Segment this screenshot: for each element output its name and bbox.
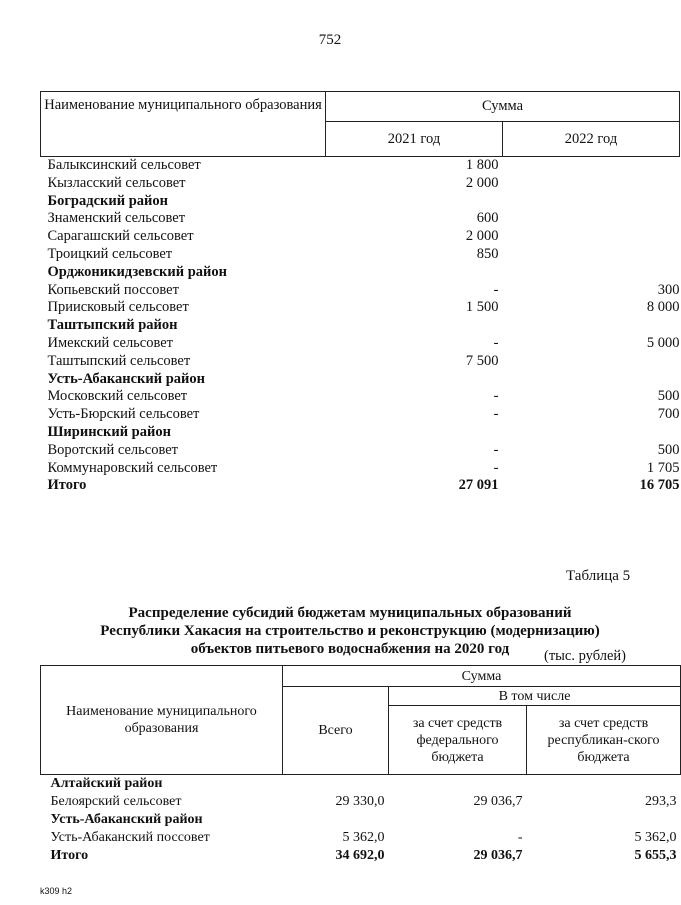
municipality-name: Усть-Бюрский сельсовет <box>47 406 200 423</box>
table-row <box>41 793 681 811</box>
municipality-name: Таштыпский сельсовет <box>47 352 191 369</box>
value-total: 29 330,0 <box>335 794 385 809</box>
title-line: объектов питьевого водоснабжения на 2020 год <box>190 641 510 657</box>
table-row <box>41 282 680 300</box>
value-2022: 300 <box>657 281 680 298</box>
value-2021: 2 000 <box>465 228 499 245</box>
value-federal <box>389 811 527 829</box>
column-header-federal: за счет средств федерального бюджета <box>389 706 527 775</box>
table1-body <box>41 157 680 496</box>
district-row <box>41 424 680 442</box>
district-row <box>41 193 680 211</box>
value-republican: 5 655,3 <box>634 848 677 863</box>
total-row <box>41 477 680 495</box>
table-label: Таблица 5 <box>566 568 631 584</box>
value-2021: - <box>493 388 499 405</box>
district-row <box>41 811 681 829</box>
district-row <box>41 775 681 794</box>
value-2021: - <box>493 281 499 298</box>
value-federal: 29 036,7 <box>473 794 523 809</box>
value-2021 <box>326 193 503 211</box>
district-row <box>41 264 680 282</box>
footer-code: k309 h2 <box>40 886 73 896</box>
table-row <box>41 175 680 193</box>
units-label: (тыс. рублей) <box>544 648 626 664</box>
column-header-sum: Сумма <box>283 666 681 687</box>
value-2021: 1 500 <box>465 299 499 316</box>
table-row <box>41 388 680 406</box>
municipality-name: Имекский сельсовет <box>47 334 174 351</box>
table-row <box>41 460 680 478</box>
table-row <box>41 246 680 264</box>
water-supply-subsidy-table <box>40 665 681 865</box>
district-row <box>41 317 680 335</box>
table-row <box>41 228 680 246</box>
value-2022 <box>503 193 680 211</box>
column-header-including: В том числе <box>389 687 681 706</box>
municipality-name: Белоярский сельсовет <box>50 794 182 809</box>
value-republican <box>527 811 681 829</box>
total-row <box>41 847 681 865</box>
value-2021: 27 091 <box>458 477 499 494</box>
table-row <box>41 829 681 847</box>
column-header-republican: за счет средств республикан-ского бюджета <box>527 706 681 775</box>
municipality-name: Кызласский сельсовет <box>47 174 186 191</box>
municipality-name: Воротский сельсовет <box>47 441 178 458</box>
municipality-name: Знаменский сельсовет <box>47 210 186 227</box>
municipality-name: Алтайский район <box>50 776 163 791</box>
municipality-name: Итого <box>50 848 89 863</box>
value-2021: 850 <box>476 245 499 262</box>
value-2022 <box>503 353 680 371</box>
value-2021: 2 000 <box>465 174 499 191</box>
column-header-2022: 2022 год <box>503 122 680 157</box>
table-row <box>41 406 680 424</box>
value-2022: 8 000 <box>646 299 680 316</box>
municipality-name: Балыксинский сельсовет <box>47 157 201 173</box>
value-republican: 293,3 <box>645 794 677 809</box>
value-2022: 16 705 <box>639 477 680 494</box>
value-2022 <box>503 157 680 175</box>
value-republican: 5 362,0 <box>634 830 677 845</box>
municipality-name: Орджоникидзевский район <box>47 263 227 280</box>
value-2022: 5 000 <box>646 334 680 351</box>
value-federal: - <box>517 830 523 845</box>
value-total: 34 692,0 <box>335 848 385 863</box>
value-federal <box>389 775 527 794</box>
municipality-name: Усть-Абаканский район <box>50 812 203 827</box>
municipality-name: Боградский район <box>47 192 168 209</box>
value-2021: - <box>493 406 499 423</box>
municipality-name: Усть-Абаканский поссовет <box>50 830 210 845</box>
municipality-name: Усть-Абаканский район <box>47 370 206 387</box>
municipality-name: Коммунаровский сельсовет <box>47 459 218 476</box>
title-line: Распределение субсидий бюджетам муниципальных образований <box>128 605 572 621</box>
municipality-name: Приисковый сельсовет <box>47 299 189 316</box>
municipality-name: Троицкий сельсовет <box>47 245 173 262</box>
value-2022: 500 <box>657 441 680 458</box>
value-2022 <box>503 424 680 442</box>
table-row <box>41 157 680 175</box>
value-2022 <box>503 246 680 264</box>
column-header-2021: 2021 год <box>326 122 503 157</box>
value-2022 <box>503 264 680 282</box>
value-2021: 600 <box>476 210 499 227</box>
table-row <box>41 353 680 371</box>
value-2022: 1 705 <box>646 459 680 476</box>
municipality-name: Таштыпский район <box>47 317 178 334</box>
value-2021: - <box>493 441 499 458</box>
value-2022 <box>503 175 680 193</box>
table-row <box>41 442 680 460</box>
value-2021 <box>326 371 503 389</box>
column-header-sum: Сумма <box>326 92 680 122</box>
column-header-total: Всего <box>283 687 389 775</box>
value-2021: - <box>493 459 499 476</box>
value-total <box>283 811 389 829</box>
page-number: 752 <box>318 32 342 48</box>
column-header-name: Наименование муниципального образования <box>41 92 326 157</box>
value-2021 <box>326 424 503 442</box>
value-2022: 700 <box>657 406 680 423</box>
municipality-name: Итого <box>47 477 87 494</box>
value-total <box>283 775 389 794</box>
value-2022 <box>503 210 680 228</box>
value-2021 <box>326 317 503 335</box>
value-total: 5 362,0 <box>342 830 385 845</box>
value-2022 <box>503 228 680 246</box>
value-2022 <box>503 317 680 335</box>
title-line: Республики Хакасия на строительство и реконструкцию (модернизацию) <box>100 623 600 639</box>
municipality-name: Копьевский поссовет <box>47 281 179 298</box>
column-header-name: Наименование муниципального образования <box>41 666 283 775</box>
value-2021 <box>326 264 503 282</box>
municipality-name: Московский сельсовет <box>47 388 188 405</box>
value-2022 <box>503 371 680 389</box>
table2-body <box>41 775 681 866</box>
municipality-name: Сарагашский сельсовет <box>47 228 194 245</box>
subsidy-table-2021-2022 <box>40 91 680 495</box>
municipality-name: Ширинский район <box>47 423 171 440</box>
value-federal: 29 036,7 <box>473 848 523 863</box>
table-row <box>41 299 680 317</box>
district-row <box>41 371 680 389</box>
value-2022: 500 <box>657 388 680 405</box>
value-2021: 1 800 <box>465 157 499 173</box>
value-2021: - <box>493 334 499 351</box>
table-row <box>41 335 680 353</box>
table-row <box>41 210 680 228</box>
value-2021: 7 500 <box>465 352 499 369</box>
value-republican <box>527 775 681 794</box>
